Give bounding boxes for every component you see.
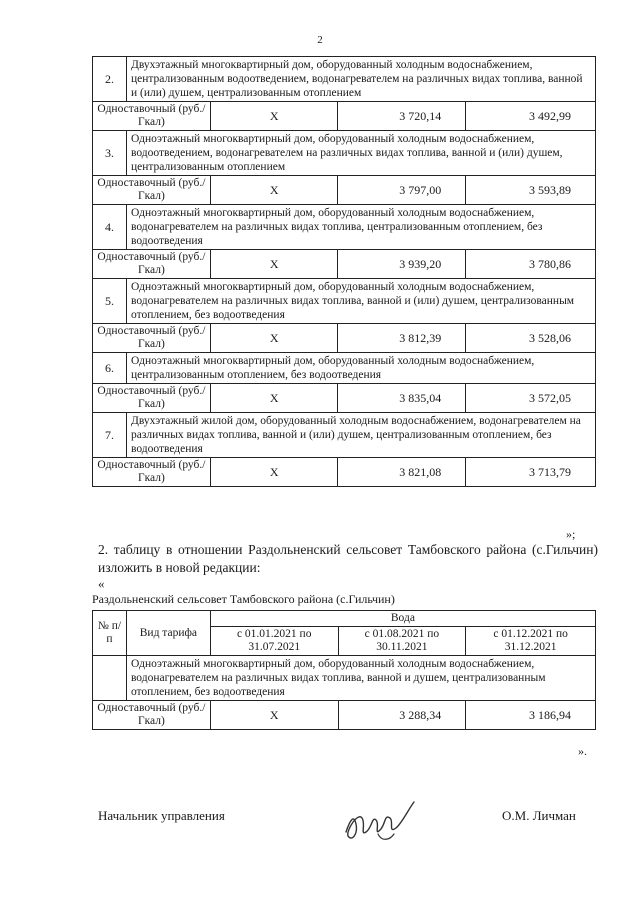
table-row bbox=[93, 250, 596, 279]
header-period-3: с 01.12.2021 по 31.12.2021 bbox=[466, 627, 596, 656]
tariff-value-1: 3 288,34 bbox=[338, 701, 466, 730]
row-description: Одноэтажный многоквартирный дом, оборудованный холодным водоснабжением, водонагревателем на различных видах топлива, централизованным отоплением, без водоотведения bbox=[126, 205, 595, 250]
tariff-x: X bbox=[210, 701, 338, 730]
table-row bbox=[93, 279, 596, 324]
table-row bbox=[93, 131, 596, 176]
table-row bbox=[93, 102, 596, 131]
tariff-x: X bbox=[210, 384, 338, 413]
tariff-type: Одноставочный (руб./Гкал) bbox=[93, 324, 211, 353]
tariff-type: Одноставочный (руб./Гкал) bbox=[93, 458, 211, 487]
header-period-2: с 01.08.2021 по 30.11.2021 bbox=[338, 627, 466, 656]
header-period-1: с 01.01.2021 по 31.07.2021 bbox=[210, 627, 338, 656]
tariff-type: Одноставочный (руб./Гкал) bbox=[93, 701, 211, 730]
row-number: 6. bbox=[93, 353, 127, 384]
row-number: 2. bbox=[93, 57, 127, 102]
row-description: Двухэтажный жилой дом, оборудованный холодным водоснабжением, водонагревателем на различных видах топлива, ванной и (или) душем, централизованным отоплением, без водоотведения bbox=[126, 413, 595, 458]
signature-icon bbox=[338, 790, 428, 850]
table-row bbox=[93, 384, 596, 413]
signatory-title: Начальник управления bbox=[98, 808, 225, 823]
tariff-value-1: 3 797,00 bbox=[338, 176, 466, 205]
table-row bbox=[93, 656, 596, 701]
tariff-value-2: 3 492,99 bbox=[466, 102, 596, 131]
closing-quote: »; bbox=[566, 527, 576, 541]
table-header-row bbox=[93, 611, 596, 627]
tariff-value-1: 3 720,14 bbox=[338, 102, 466, 131]
table-row bbox=[93, 458, 596, 487]
tariff-value-2: 3 572,05 bbox=[466, 384, 596, 413]
tariff-value-2: 3 593,89 bbox=[466, 176, 596, 205]
row-description: Одноэтажный многоквартирный дом, оборудованный холодным водоснабжением, водоотведением, водонагревателем на различных видах топлива, ванной и (или) душем, централизованным отоплением bbox=[126, 131, 595, 176]
header-group: Вода bbox=[210, 611, 595, 627]
row-description: Одноэтажный многоквартирный дом, оборудованный холодным водоснабжением, централизованным отоплением, без водоотведения bbox=[126, 353, 595, 384]
opening-quote: « bbox=[98, 576, 105, 591]
tariff-x: X bbox=[210, 176, 338, 205]
table-title: Раздольненский сельсовет Тамбовского района (с.Гильчин) bbox=[92, 592, 395, 606]
tariff-x: X bbox=[210, 102, 338, 131]
tariff-type: Одноставочный (руб./Гкал) bbox=[93, 250, 211, 279]
table-row bbox=[93, 57, 596, 102]
signatory-name: О.М. Личман bbox=[502, 808, 576, 823]
row-number: 4. bbox=[93, 205, 127, 250]
row-number bbox=[93, 656, 127, 701]
handwritten-signature bbox=[338, 790, 428, 854]
tariff-table-body bbox=[93, 57, 596, 487]
tariff-table-new bbox=[92, 610, 596, 730]
tariff-type: Одноставочный (руб./Гкал) bbox=[93, 176, 211, 205]
tariff-x: X bbox=[210, 458, 338, 487]
amendment-paragraph: 2. таблицу в отношении Раздольненский сельсовет Тамбовского района (с.Гильчин) изложить в новой редакции: bbox=[98, 542, 598, 575]
row-number: 3. bbox=[93, 131, 127, 176]
table-row bbox=[93, 176, 596, 205]
tariff-type: Одноставочный (руб./Гкал) bbox=[93, 384, 211, 413]
table-row bbox=[93, 353, 596, 384]
closing-quote: ». bbox=[578, 744, 587, 758]
tariff-value-2: 3 186,94 bbox=[466, 701, 596, 730]
tariff-value-1: 3 835,04 bbox=[338, 384, 466, 413]
row-description: Одноэтажный многоквартирный дом, оборудованный холодным водоснабжением, водонагревателем на различных видах топлива, ванной и душем, централизованным отоплением, без водоотведения bbox=[126, 656, 595, 701]
table-row bbox=[93, 701, 596, 730]
tariff-value-1: 3 939,20 bbox=[338, 250, 466, 279]
tariff-value-1: 3 812,39 bbox=[338, 324, 466, 353]
row-description: Двухэтажный многоквартирный дом, оборудованный холодным водоснабжением, централизованным водоотведением, водонагревателем на различных видах топлива, ванной и (или) душем, централизованным отоплением bbox=[126, 57, 595, 102]
tariff-x: X bbox=[210, 250, 338, 279]
table-row bbox=[93, 413, 596, 458]
tariff-value-1: 3 821,08 bbox=[338, 458, 466, 487]
tariff-value-2: 3 528,06 bbox=[466, 324, 596, 353]
table-row bbox=[93, 205, 596, 250]
row-number: 5. bbox=[93, 279, 127, 324]
row-description: Одноэтажный многоквартирный дом, оборудованный холодным водоснабжением, водонагревателем на различных видах топлива, ванной и (или) душем, централизованным отоплением, без водоотведения bbox=[126, 279, 595, 324]
tariff-table bbox=[92, 56, 596, 487]
tariff-type: Одноставочный (руб./Гкал) bbox=[93, 102, 211, 131]
tariff-value-2: 3 713,79 bbox=[466, 458, 596, 487]
table-row bbox=[93, 324, 596, 353]
tariff-x: X bbox=[210, 324, 338, 353]
tariff-table-new-body bbox=[93, 611, 596, 730]
header-tarif: Вид тарифа bbox=[126, 611, 210, 656]
page-number: 2 bbox=[317, 34, 323, 46]
tariff-value-2: 3 780,86 bbox=[466, 250, 596, 279]
header-num: № п/п bbox=[93, 611, 127, 656]
row-number: 7. bbox=[93, 413, 127, 458]
